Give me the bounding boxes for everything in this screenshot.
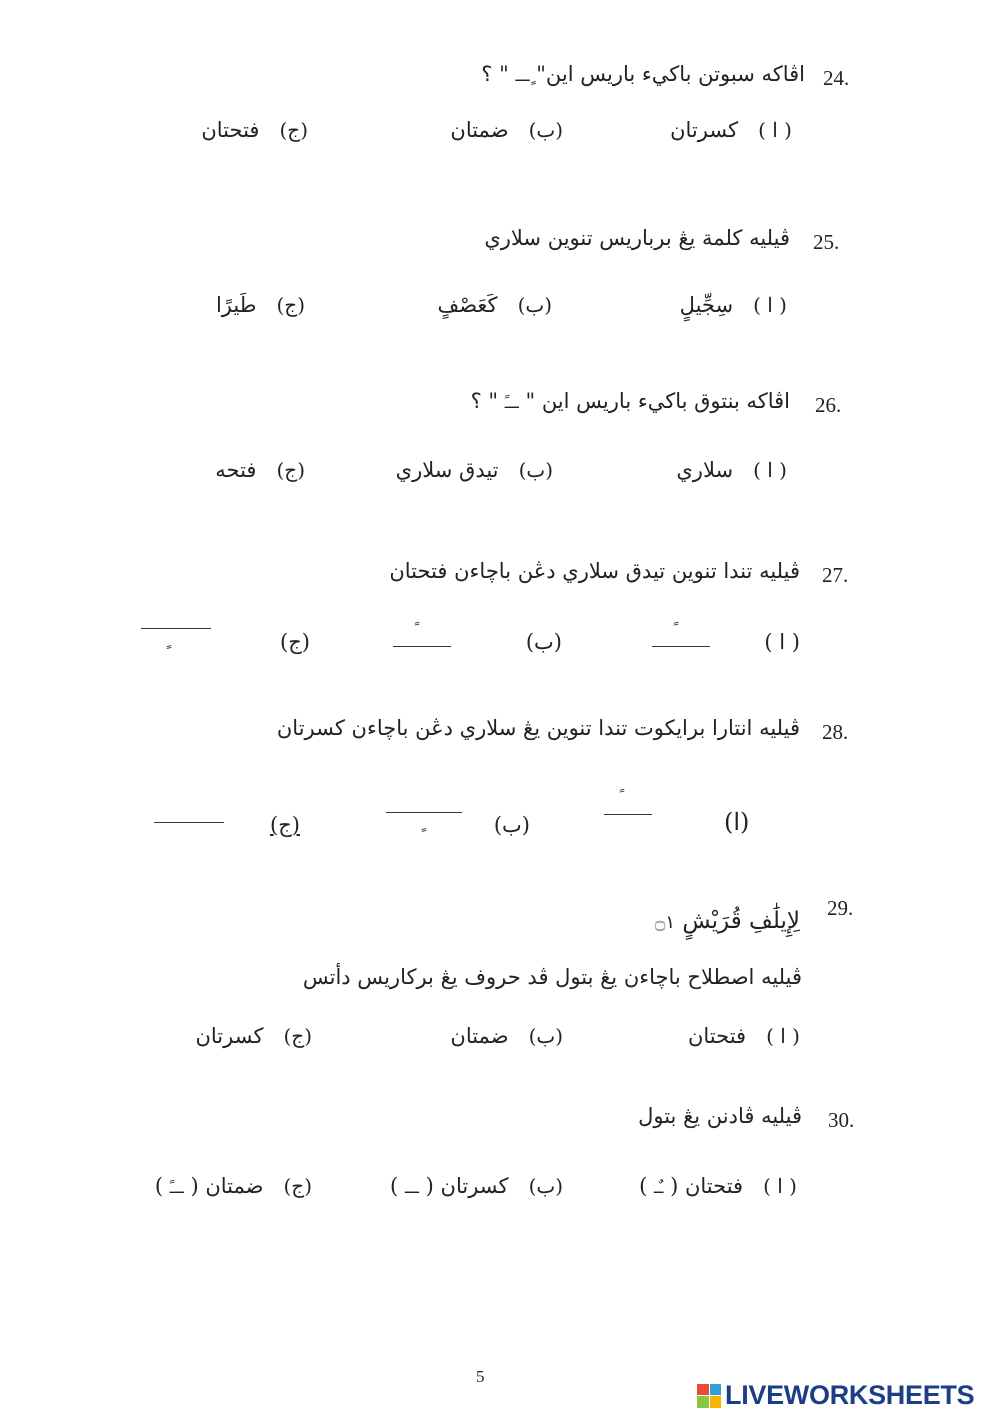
option-text: فتحتان ( — [670, 1174, 744, 1198]
paren-close: ) — [390, 1174, 399, 1198]
option-text: كسرتان — [670, 118, 739, 142]
quote-mark: " — [499, 62, 509, 86]
option-label: (ج) — [276, 293, 305, 317]
option-a[interactable] — [639, 1174, 797, 1198]
option-text: كسرتان — [195, 1024, 264, 1048]
option-a[interactable] — [670, 118, 792, 142]
option-label: (ب) — [518, 458, 553, 482]
option-b-line — [393, 646, 451, 647]
option-b[interactable] — [390, 1174, 563, 1198]
option-label: (ج) — [279, 118, 308, 142]
question-number: 29. — [827, 896, 854, 920]
option-label: ( ا ) — [753, 293, 787, 317]
option-label: (ب) — [517, 293, 552, 317]
option-a[interactable] — [676, 458, 787, 482]
option-a[interactable] — [688, 1024, 800, 1048]
question-number: 26. — [815, 393, 842, 417]
option-b[interactable] — [437, 293, 552, 317]
quran-verse — [655, 908, 800, 934]
option-b[interactable] — [450, 1024, 563, 1048]
question-text: ڤيليه كلمة يڠ برباريس تنوين سلاري — [484, 226, 790, 250]
question-text: ڤيليه اصطلاح باچاءن يڠ بتول ڤد حروف يڠ برکاريس دأتس — [302, 965, 802, 989]
option-label: (ج) — [283, 1024, 312, 1048]
option-b[interactable] — [450, 118, 563, 142]
question-number: 25. — [813, 230, 840, 254]
option-a-label[interactable]: (ا) — [724, 808, 750, 836]
option-text: ضمتان — [450, 118, 509, 142]
question-text-main: اڤاكه سبوتن باکيء باريس اين" — [536, 62, 805, 86]
tanwin-mark: ـــ — [404, 1178, 419, 1197]
option-label: ( ا ) — [753, 458, 787, 482]
option-label: (ب) — [528, 118, 563, 142]
verse-end-icon: ۝١ — [654, 912, 676, 933]
option-b-label[interactable]: (ب) — [493, 813, 530, 837]
option-text: فتحه — [215, 458, 257, 482]
option-text: سِجِّيلٍ — [679, 293, 734, 317]
liveworksheets-logo — [697, 1380, 974, 1411]
option-b-line — [386, 812, 462, 813]
option-a-label[interactable]: ( ا ) — [764, 630, 800, 654]
paren-close: ) — [154, 1174, 164, 1198]
option-a-line — [604, 814, 652, 815]
question-text — [481, 62, 805, 86]
option-c-line — [141, 628, 211, 629]
option-text: كسرتان ( — [425, 1174, 509, 1198]
option-text: طَيرًا — [215, 293, 257, 317]
option-label: (ج) — [276, 458, 305, 482]
option-c-label[interactable]: (ج) — [270, 813, 300, 837]
option-text: سلاري — [676, 458, 734, 482]
option-a[interactable] — [680, 293, 787, 317]
option-c[interactable] — [195, 1024, 312, 1048]
option-c[interactable] — [155, 1174, 312, 1198]
question-number: 28. — [822, 720, 849, 744]
option-text: فتحتان — [687, 1024, 747, 1048]
option-c[interactable] — [201, 118, 308, 142]
question-end: ؟ — [481, 62, 493, 86]
question-number: 24. — [823, 66, 850, 90]
question-text — [471, 389, 790, 413]
option-c-label[interactable]: (ج) — [280, 630, 310, 654]
option-text: تيدق سلاري — [395, 458, 499, 482]
tanwin-mark: ـــً — [504, 393, 519, 412]
option-text: ضمتان — [450, 1024, 509, 1048]
option-label: ( ا ) — [758, 118, 792, 142]
option-label: (ج) — [283, 1174, 312, 1198]
option-label: ( ا ) — [766, 1024, 800, 1048]
option-text: كَعَصْفٍ — [437, 293, 498, 317]
option-label: (ب) — [528, 1174, 563, 1198]
question-text: ڤيليه تندا تنوين تيدق سلاري دڠن باچاءن فتحتان — [389, 559, 800, 583]
tanwin-mark: ٍـــ — [515, 66, 530, 85]
tanwin-mark: ـٌـ — [654, 1178, 664, 1197]
option-text: ضمتان ( — [190, 1174, 264, 1198]
tanwin-mark: ـــً — [169, 1178, 184, 1197]
page-number: 5 — [476, 1367, 485, 1386]
question-text: ڤيليه ڤادنن يڠ بتول — [638, 1104, 802, 1128]
option-a-line — [652, 646, 710, 647]
question-number: 27. — [822, 563, 849, 587]
option-label: (ب) — [528, 1024, 563, 1048]
option-c-line — [154, 822, 224, 823]
option-c[interactable] — [215, 458, 305, 482]
question-number: 30. — [828, 1108, 855, 1132]
verse-text: لِإِيلَٰفِ قُرَيْشٍ — [682, 908, 800, 934]
option-text: فتحتان — [201, 118, 260, 142]
paren-close: ) — [639, 1174, 648, 1198]
option-b-label[interactable]: (ب) — [525, 630, 562, 654]
option-b[interactable] — [396, 458, 553, 482]
question-end: " ؟ — [470, 389, 499, 413]
question-text: ڤيليه انتارا برايكوت تندا تنوين يڠ سلاري دڠن باچاءن كسرتان — [276, 716, 800, 740]
question-text-main: اڤاكه بنتوق باکيء باريس اين " — [525, 389, 790, 413]
logo-text: LIVEWORKSHEETS — [725, 1380, 975, 1410]
option-label: ( ا ) — [763, 1174, 797, 1198]
logo-grid-icon — [697, 1384, 721, 1408]
option-c[interactable] — [216, 293, 305, 317]
